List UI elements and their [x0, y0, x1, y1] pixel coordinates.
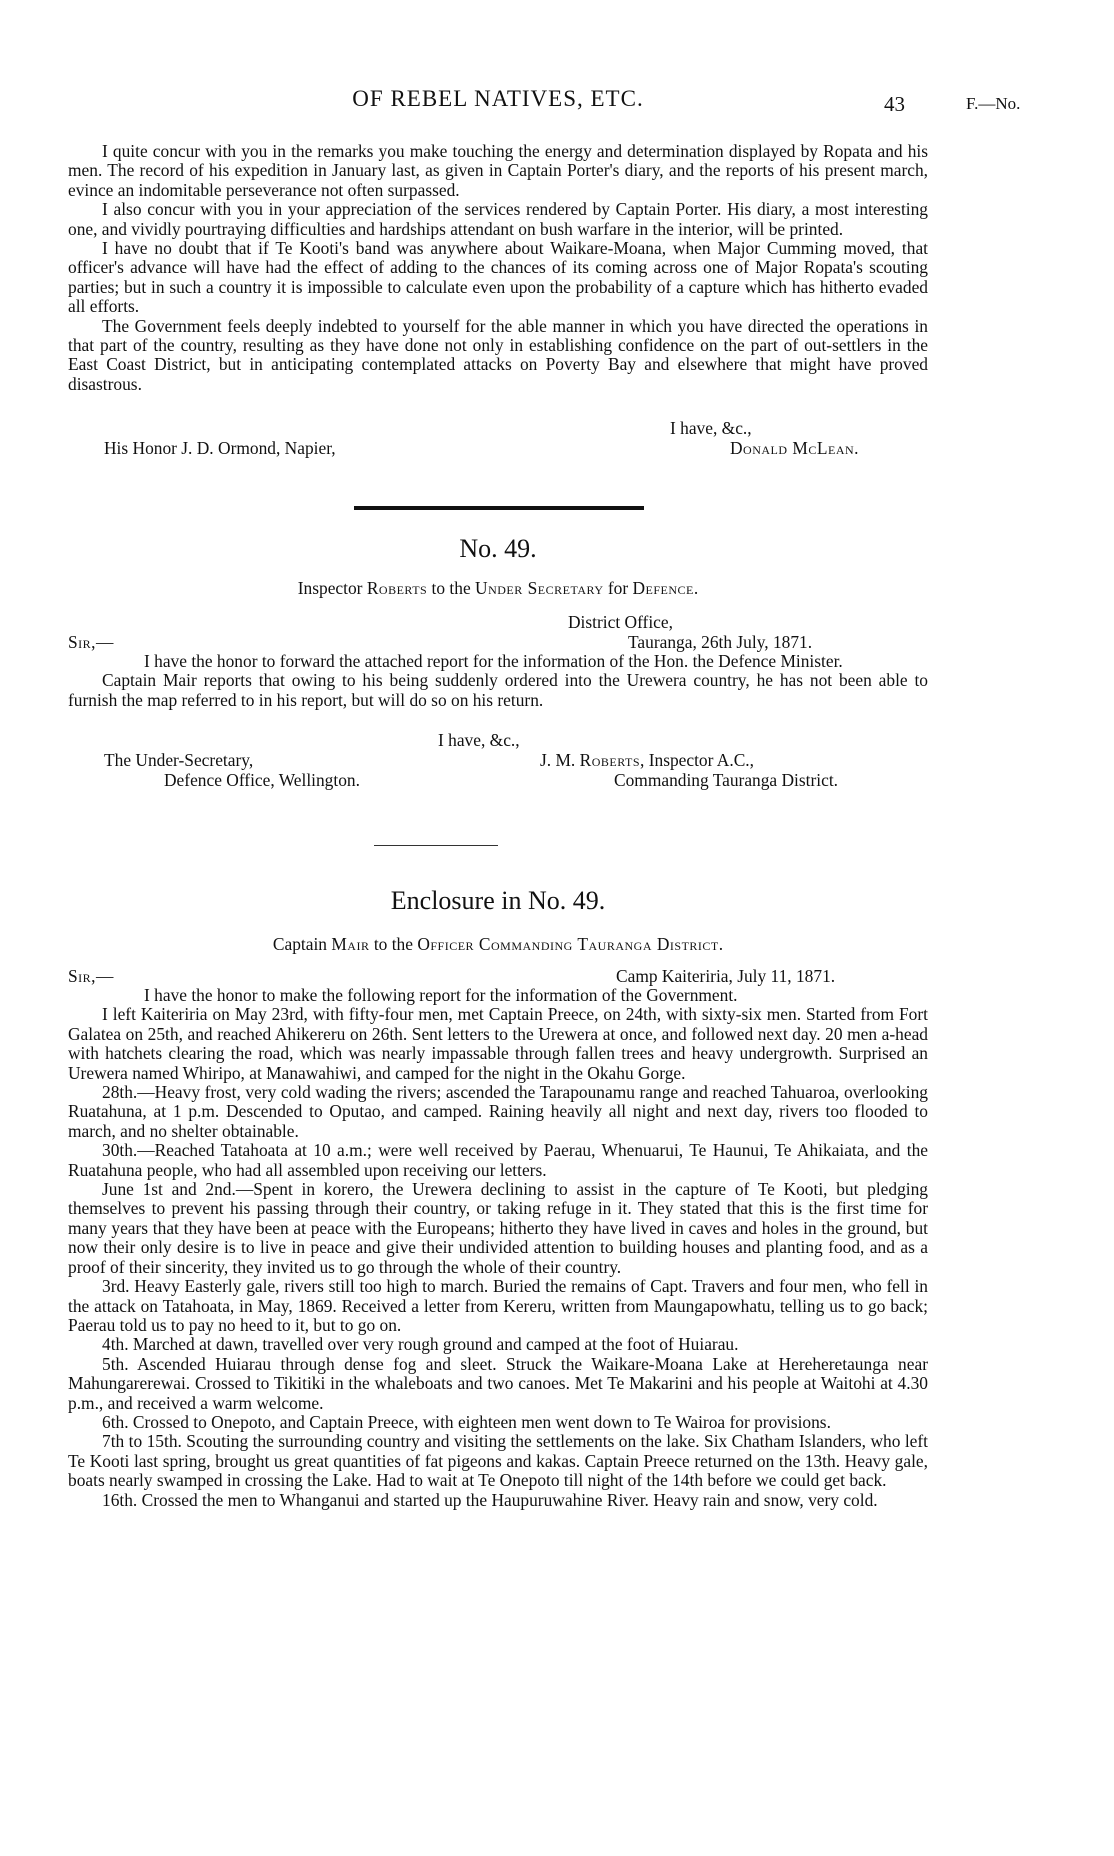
- paragraph: I have the honor to forward the attached report for the information of the Hon. the Defence Minister.: [144, 651, 843, 671]
- section-divider: [374, 845, 498, 846]
- paragraph: I quite concur with you in the remarks you make touching the energy and determination displayed by Ropata and his men. The record of his expedition in January last, as given in Captain Porter's diary, and the reports of his present march, evince an indomitable perseverance not often surpassed.: [68, 141, 928, 200]
- paragraph: 5th. Ascended Huiarau through dense fog and sleet. Struck the Waikare-Moana Lake at Hereheretaunga near Mahungarerewai. Crossed to Tikitiki in the whaleboats and two canoes. Met Te Makarini and his people at Waitohi at 4.30 p.m., and received a warm welcome.: [68, 1353, 928, 1413]
- section-heading: No. 49.: [459, 534, 537, 563]
- section-heading: Enclosure in No. 49.: [390, 886, 606, 915]
- paragraph: I have the honor to make the following report for the information of the Government.: [144, 985, 738, 1005]
- signature-line-2: Commanding Tauranga District.: [614, 770, 839, 790]
- paragraph: Captain Mair reports that owing to his being suddenly ordered into the Urewera country, he has not been able to furnish the map referred to in his report, but will do so on his return.: [68, 670, 928, 710]
- running-title: OF REBEL NATIVES, ETC.: [352, 86, 644, 111]
- office: District Office,: [568, 612, 673, 632]
- section-divider: [354, 506, 644, 510]
- addressee-line-1: The Under-Secretary,: [104, 750, 254, 770]
- no49-body: [68, 652, 928, 710]
- salutation: Sir,—: [68, 632, 114, 652]
- letter-1-body: [68, 142, 928, 394]
- paragraph: I also concur with you in your appreciation of the services rendered by Captain Porter. His diary, a most interesting one, and vividly pourtraying difficulties and hardships attendant on bush warfare in the interior, will be printed.: [68, 199, 928, 239]
- series-number: F.—No.: [966, 94, 1021, 113]
- paragraph: 30th.—Reached Tatahoata at 10 a.m.; were well received by Paerau, Whenuarui, Te Haunui, Te Ahikaiata, and the Ruatahuna people, who had all assembled upon receiving our letters.: [68, 1140, 928, 1180]
- paragraph: I left Kaiteriria on May 23rd, with fifty-four men, met Captain Preece, on 24th, with sixty-six men. Started from Fort Galatea on 25th, and reached Ahikereru on 26th. Sent letters to the Urewera at once, and followed next day. 20 men a-head with hatchets clearing the road, which was nearly impassable through fallen trees and heavy undergrowth. Surprised an Urewera named Whiripo, at Manawahiwi, and camped for the night in the Okahu Gorge.: [68, 1004, 928, 1083]
- addressee: His Honor J. D. Ormond, Napier,: [104, 438, 336, 458]
- place-date: Camp Kaiteriria, July 11, 1871.: [616, 966, 836, 986]
- signature-line-1: J. M. Roberts, Inspector A.C.,: [540, 750, 755, 770]
- addressee-line-2: Defence Office, Wellington.: [164, 770, 360, 790]
- paragraph: The Government feels deeply indebted to yourself for the able manner in which you have directed the operations in that part of the country, resulting as they have done not only in establishing confidence on the part of out-settlers in the East Coast District, but in anticipating contemplated attacks on Poverty Bay and elsewhere that might have proved disastrous.: [68, 315, 928, 394]
- closing: I have, &c.,: [438, 730, 520, 750]
- salutation: Sir,—: [68, 966, 114, 986]
- closing: I have, &c.,: [670, 418, 752, 438]
- paragraph: 28th.—Heavy frost, very cold wading the rivers; ascended the Tarapounamu range and reached Tahuaroa, overlooking Ruatahuna, at 1 p.m. Descended to Oputao, and camped. Raining heavily all night and next day, rivers too flooded to march, and no shelter obtainable.: [68, 1082, 928, 1141]
- place-date: Tauranga, 26th July, 1871.: [628, 632, 813, 652]
- paragraph: 3rd. Heavy Easterly gale, rivers still too high to march. Buried the remains of Capt. Travers and four men, who fell in the attack on Tatahoata, in May, 1869. Received a letter from Kereru, written from Maungapowhatu, telling us to go back; Paerau told us to pay no heed to it, but to go on.: [68, 1276, 928, 1335]
- enclosure-body: [68, 986, 928, 1510]
- section-subheading: Inspector Roberts to the Under Secretary for Defence.: [297, 578, 699, 598]
- paragraph: 16th. Crossed the men to Whanganui and started up the Haupuruwahine River. Heavy rain and snow, very cold.: [102, 1489, 878, 1510]
- paragraph: I have no doubt that if Te Kooti's band was anywhere about Waikare-Moana, when Major Cumming moved, that officer's advance will have had the effect of adding to the chances of its coming across one of Major Ropata's scouting parties; but in such a country it is impossible to calculate even upon the probability of a capture which has hitherto evaded all efforts.: [68, 238, 928, 317]
- paragraph: 4th. Marched at dawn, travelled over very rough ground and camped at the foot of Huiarau.: [102, 1334, 739, 1355]
- paragraph: 6th. Crossed to Onepoto, and Captain Preece, with eighteen men went down to Te Wairoa for provisions.: [102, 1411, 831, 1432]
- section-subheading: Captain Mair to the Officer Commanding Tauranga District.: [272, 934, 724, 954]
- page-number: 43: [884, 92, 905, 116]
- signature: Donald McLean.: [730, 438, 860, 458]
- paragraph: June 1st and 2nd.—Spent in korero, the Urewera declining to assist in the capture of Te Kooti, but pledging themselves to prevent his passing through their country, or taking refuge in it. They stated that this is the first time for many years that they have been at peace with the Europeans; hitherto they have lived in caves and holes in the ground, but now their only desire is to live in peace and give their undivided attention to building houses and planting food, and as a proof of their sincerity, they invited us to go through the whole of their country.: [68, 1179, 928, 1277]
- paragraph: 7th to 15th. Scouting the surrounding country and visiting the settlements on the lake. Six Chatham Islanders, who left Te Kooti last spring, brought us great quantities of fat pigeons and kakas. Captain Preece returned on the 13th. Heavy gale, boats nearly swamped in crossing the Lake. Had to wait at Te Onepoto till night of the 14th before we could get back.: [68, 1431, 928, 1491]
